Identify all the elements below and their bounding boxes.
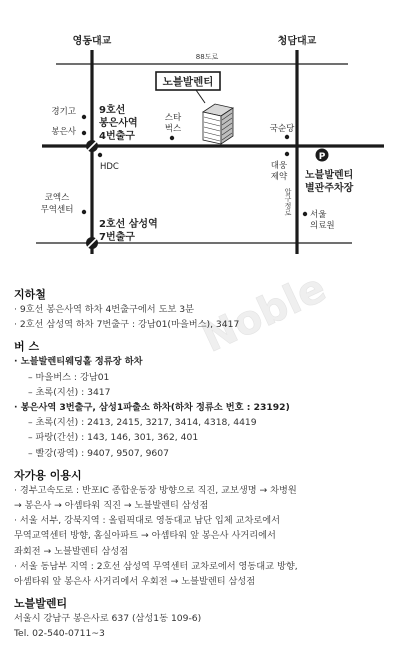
svg-text:P: P <box>318 152 326 162</box>
parking-label-line1: 노블발렌티 <box>305 170 354 181</box>
svg-text:벅스: 벅스 <box>164 124 182 134</box>
svg-text:코엑스: 코엑스 <box>44 193 70 203</box>
landmark-hdc <box>98 153 119 172</box>
station-exit-label: 7번출구 <box>99 232 135 243</box>
car-line: · 경부고속도로 : 반포IC 종합운동장 방향으로 직진, 교보생명 → 차병원 <box>14 484 297 496</box>
svg-text:대웅: 대웅 <box>270 161 288 171</box>
car-line: 아셈타워 앞 봉은사 사거리에서 우회전 → 노블발렌티 삼성점 <box>14 576 256 588</box>
bus-title: 버 스 <box>14 340 40 354</box>
bus-hall-stop: · 노블발렌티웨딩홀 정류장 하차 <box>14 356 143 368</box>
bus-bongeun-item: – 빨강(광역) : 9407, 9507, 9607 <box>28 447 169 459</box>
svg-text:국순당: 국순당 <box>269 124 295 134</box>
building-label <box>156 72 220 103</box>
station-name-label: 2호선 삼성역 <box>99 219 158 230</box>
bus-hall-item: – 초록(지선) : 3417 <box>28 386 111 398</box>
watermark: Noble <box>195 264 333 362</box>
landmark-coex <box>41 192 87 215</box>
company-address: 서울시 강남구 봉은사로 637 (삼성1동 109-6) <box>14 613 202 625</box>
landmark-daewoong <box>271 152 289 182</box>
station-exit-label: 4번출구 <box>99 131 135 142</box>
svg-text:의료원: 의료원 <box>310 221 335 231</box>
label-apgujeong-road: 압구정로 <box>284 188 292 216</box>
parking-label-line2: 별관주차장 <box>305 183 354 194</box>
bus-bongeun-item: – 파랑(간선) : 143, 146, 301, 362, 401 <box>28 432 199 444</box>
svg-text:경기고: 경기고 <box>51 107 76 117</box>
car-line: 무역교역센터 방향, 홈실아파트 → 아셈타워 앞 봉은사 사거리에서 <box>14 530 276 542</box>
subway-line-2: · 2호선 삼성역 하차 7번출구 : 강남01(마을버스), 3417 <box>14 319 240 331</box>
station-samseong <box>86 217 158 249</box>
svg-text:노블발렌티: 노블발렌티 <box>162 76 214 88</box>
svg-text:서울: 서울 <box>310 210 327 220</box>
bus-bongeun-item: – 초록(지선) : 2413, 2415, 3217, 3414, 4318, 4419 <box>28 417 257 429</box>
parking-marker <box>305 149 354 195</box>
station-name-label: 봉은사역 <box>99 118 138 129</box>
label-yeongdong-bridge: 영동대교 <box>72 36 112 47</box>
building-icon <box>203 104 233 144</box>
svg-text:무역센터: 무역센터 <box>40 205 74 215</box>
svg-text:HDC: HDC <box>100 162 119 172</box>
subway-line-1: · 9호선 봉은사역 하차 4번출구에서 도보 3분 <box>14 304 194 315</box>
landmark-gyeonggi-hs <box>51 106 86 119</box>
subway-title: 지하철 <box>14 288 46 301</box>
svg-text:봉은사: 봉은사 <box>51 127 76 137</box>
car-line: · 서울 동남부 지역 : 2호선 삼성역 무역센터 교차로에서 영동대교 방향, <box>14 560 298 572</box>
svg-text:스타: 스타 <box>164 113 182 123</box>
car-line: 좌회전 → 노블발렌티 삼성점 <box>14 545 129 557</box>
company-title: 노블발렌티 <box>14 597 68 611</box>
landmark-starbucks <box>165 112 182 140</box>
landmark-bongeunsa <box>51 126 86 137</box>
label-cheongdam-bridge: 청담대교 <box>277 36 317 47</box>
label-88-road: 88도로 <box>195 53 219 61</box>
svg-text:제약: 제약 <box>270 172 288 182</box>
car-line: · 서울 서부, 강북지역 : 올림픽대로 영동대교 남단 입체 교차로에서 <box>14 515 280 527</box>
station-line-label: 9호선 <box>99 105 126 116</box>
directions-info <box>14 287 394 642</box>
bus-hall-item: – 마을버스 : 강남01 <box>28 371 110 383</box>
bus-bongeun-stop: · 봉은사역 3번출구, 삼성1파출소 하차(하차 정류소 번호 : 23192) <box>14 402 290 414</box>
car-line: → 봉은사 → 아셈타워 직진 → 노블발렌티 삼성점 <box>14 500 209 512</box>
car-title: 자가용 이용시 <box>14 468 82 482</box>
landmark-kooksundang <box>270 123 295 139</box>
company-tel: Tel. 02-540-0711~3 <box>14 628 105 640</box>
landmark-seoul-medical <box>303 209 335 231</box>
